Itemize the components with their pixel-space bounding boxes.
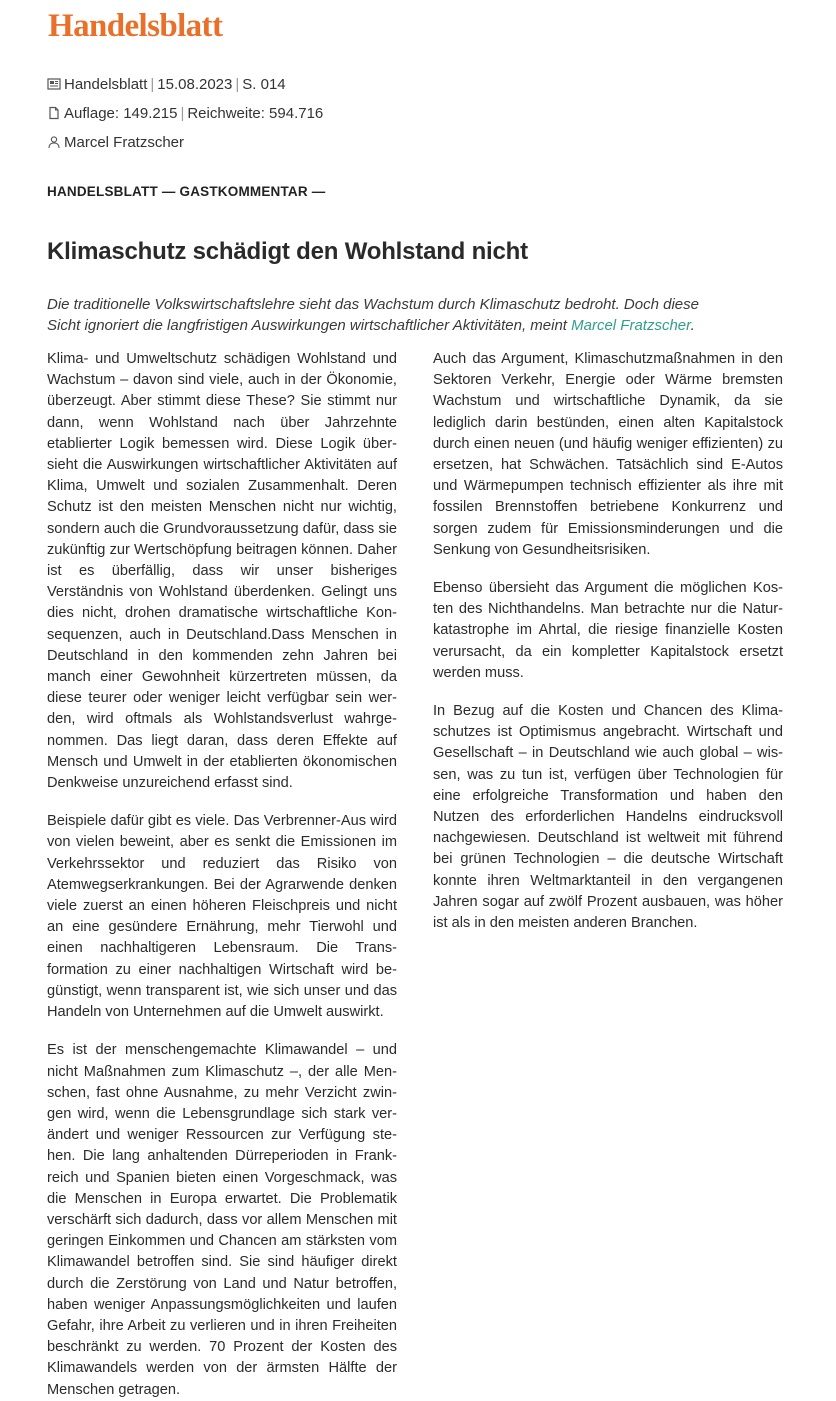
meta-separator: |	[150, 76, 155, 93]
meta-separator: |	[180, 105, 185, 122]
article-paragraph: Auch das Argument, Klimaschutzmaßnahmen in den Sektoren Verkehr, Energie oder Wärme bremsten Wachstum und wirtschaftliche Dynamik, da sie lediglich darin bestünden, einen alten Kapitalstock durch einen neuen (und häufig weniger effizienten) zu ersetzen, hat Schwächen. Tatsächlich sind E-Autos und Wärmepumpen technisch effizienter als ihre mit fossilen Brennstoffen betriebene Konkurrenz und sorgen zudem für Emissionsminderungen und die Senkung von Gesundheitsrisiken.	[433, 351, 783, 558]
meta-page: S. 014	[242, 76, 286, 93]
article-paragraph: Es ist der menschengemachte Klimawandel – und nicht Maßnahmen zum Klimaschutz –, der alle Menschen, fast ohne Ausnahme, zu mehr Verzicht zwingen wird, wenn die Lebensgrundlage sich stark verändert und weniger Ressourcen zur Verfügung stehen. Die lang anhaltenden Dürreperioden in Frankreich und Spanien bieten einen Vorgeschmack, was die Menschen in Europa erwartet. Die Problematik verschärft sich dadurch, dass vor allem Menschen mit geringen Einkommen und Chancen am stärksten vom Klimawandel betroffen sind. Sie sind häufiger direkt durch die Zerstörung von Land und Natur betroffen, haben weniger Anpassungsmöglichkeiten und laufen Gefahr, ihre Arbeit zu verlieren und in ihren Freiheiten beschränkt zu werden. 70 Prozent der Kosten des Klimawandels werden von der ärmsten Hälfte der Menschen getragen.	[47, 1042, 397, 1398]
meta-auflage: Auflage: 149.215	[64, 105, 178, 122]
meta-date: 15.08.2023	[157, 76, 233, 93]
meta-circulation	[47, 104, 323, 124]
newspaper-icon	[47, 77, 61, 91]
lead-line: Die traditionelle Volkswirtschaftslehre sieht das Wachstum durch Klimaschutz bedroht. Doch diese	[47, 296, 699, 313]
lead-end: .	[690, 317, 695, 334]
meta-reichweite: Reichweite: 594.716	[187, 105, 324, 122]
meta-source: Handelsblatt	[64, 76, 148, 93]
author-name: Marcel Fratzscher	[64, 134, 185, 151]
article-paragraph: In Bezug auf die Kosten und Chancen des Klimaschutzes ist Optimismus angebracht. Wirtschaft und Gesellschaft – in Deutschland wie auch global – wissen, was zu tun ist, verfügen über Technologien für eine erfolgreiche Transformation und haben den Nutzen des erforderlichen Handelns eindrucksvoll nachgewiesen. Deutschland ist weltweit mit führend bei grünen Technologien – die deutsche Wirtschaft konnte ihren Weltmarktanteil in den vergangenen Jahren sogar auf zwölf Prozent ausbauen, was höher ist als in den meisten anderen Branchen.	[433, 703, 783, 932]
article-column-left	[47, 349, 397, 1401]
article-column-right	[433, 349, 783, 934]
brand-logo: Handelsblatt	[48, 8, 223, 44]
article-title: Klimaschutz schädigt den Wohlstand nicht	[47, 238, 528, 265]
meta-author	[47, 133, 184, 153]
meta-publication	[47, 75, 286, 95]
lead-author-link[interactable]: Marcel Fratzscher	[571, 317, 691, 334]
article-paragraph: Beispiele dafür gibt es viele. Das Verbrenner-Aus wird von vielen beweint, aber es senkt die Emissionen im Verkehrssektor und reduziert das Risiko von Atemwegserkrankungen. Bei der Agrarwende denken viele zuerst an einen höheren Fleischpreis und nicht an eine gesündere Ernährung, mehr Tierwohl und einen nachhaltigeren Lebensraum. Die Transformation zu einer nachhaltigen Wirtschaft wird begünstigt, wenn transparent ist, wie sich unser und das Handeln von Unternehmen auf die Umwelt auswirkt.	[47, 813, 397, 1021]
lead-line	[47, 315, 792, 336]
article-paragraph: Ebenso übersieht das Argument die möglichen Kosten des Nichthandelns. Man betrachte nur die Naturkatastrophe im Ahrtal, die riesige finanzielle Kosten verursacht, da ein kompletter Kapitalstock ersetzt werden muss.	[433, 580, 783, 681]
meta-separator: |	[235, 76, 240, 93]
document-icon	[47, 106, 61, 120]
article-lead	[47, 294, 792, 336]
article-paragraph: Klima- und Umweltschutz schädigen Wohlstand und Wachstum – davon sind viele, auch in der Ökonomie, überzeugt. Aber stimmt diese These? Sie stimmt nur dann, wenn Wohlstand nach über Jahrzehnte etablierter Logik bemessen wird. Diese Logik übersieht die Auswirkungen wirtschaftlicher Aktivitäten auf Klima, Umwelt und sozialen Zusammenhalt. Deren Schutz ist den meisten Menschen nicht nur wichtig, sondern auch die Grundvoraussetzung dafür, dass sie zukünftig zur Wertschöpfung beitragen können. Daher ist es überfällig, dass wir unser bisheriges Verständnis von Wohlstand überdenken. Gelingt uns dies nicht, drohen dramatische wirtschaftliche Konsequenzen, auch in Deutschland.Dass Menschen in Deutschland in den kommenden zehn Jahren bei manch einer Gewohnheit kürzertreten müssen, da diese teurer oder weniger leicht verfügbar sein werden, wird oftmals als Wohlstandsverlust wahrgenommen. Das liegt daran, dass deren Effekte auf Mensch und Umwelt in der etablierten ökonomischen Denkweise unzureichend erfasst sind.	[47, 351, 397, 792]
person-icon	[47, 135, 61, 149]
lead-text: Sicht ignoriert die langfristigen Auswirkungen wirtschaftlicher Aktivitäten, meint	[47, 317, 572, 334]
article-kicker: HANDELSBLATT — GASTKOMMENTAR —	[47, 184, 326, 199]
